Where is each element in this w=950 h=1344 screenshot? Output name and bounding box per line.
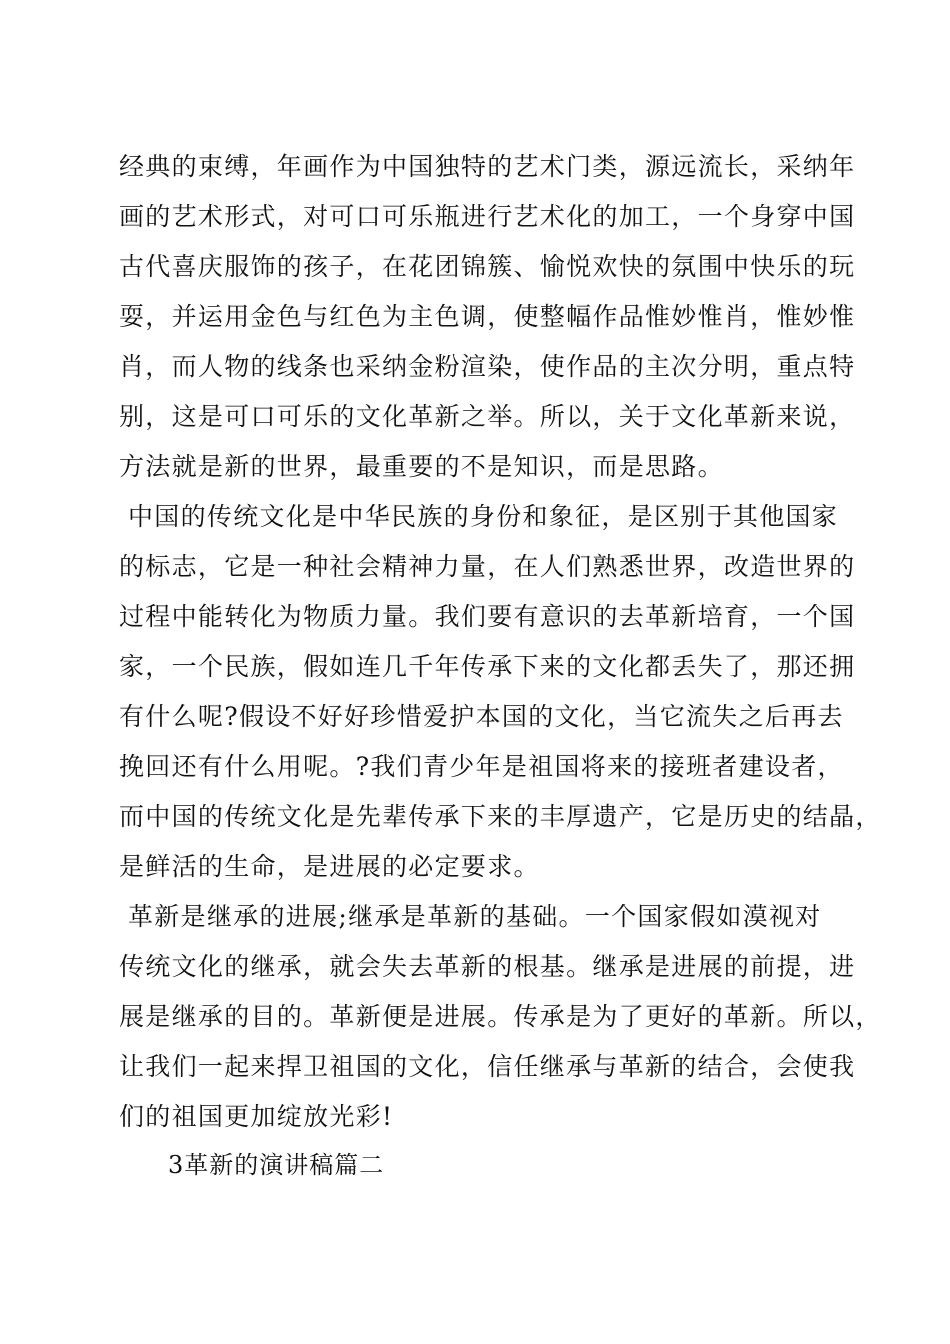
paragraph-line: 方法就是新的世界，最重要的不是知识，而是思路。 [119, 452, 724, 481]
paragraph-line: 中国的传统文化是中华民族的身份和象征，是区别于其他国家 [128, 502, 839, 531]
paragraph-line: 的标志，它是一种社会精神力量，在人们熟悉世界，改造世界的 [119, 552, 856, 581]
paragraph-line: 传统文化的继承，就会失去革新的根基。继承是进展的前提，进 [119, 952, 856, 981]
paragraph-line: 经典的束缚，年画作为中国独特的艺术门类，源远流长，采纳年 [119, 152, 856, 181]
paragraph-line: 过程中能转化为物质力量。我们要有意识的去革新培育，一个国 [119, 602, 856, 631]
paragraph-line: 耍，并运用金色与红色为主色调，使整幅作品惟妙惟肖，惟妙惟 [119, 302, 856, 331]
paragraph-line: 展是继承的目的。革新便是进展。传承是为了更好的革新。所以， [119, 1002, 882, 1031]
section-heading: 3革新的演讲稿篇二 [168, 1151, 385, 1179]
paragraph-line: 挽回还有什么用呢。?我们青少年是祖国将来的接班者建设者， [119, 752, 844, 781]
paragraph-line: 有什么呢?假设不好好珍惜爱护本国的文化，当它流失之后再去 [119, 702, 844, 731]
paragraph-line: 肖，而人物的线条也采纳金粉渲染，使作品的主次分明，重点特 [119, 352, 856, 381]
paragraph-line: 家，一个民族，假如连几千年传承下来的文化都丢失了，那还拥 [119, 652, 856, 681]
paragraph-line: 别，这是可口可乐的文化革新之举。所以，关于文化革新来说， [119, 402, 856, 431]
paragraph-line: 古代喜庆服饰的孩子，在花团锦簇、愉悦欢快的氛围中快乐的玩 [119, 252, 856, 281]
paragraph-line: 们的祖国更加绽放光彩! [119, 1102, 394, 1131]
paragraph-line: 画的艺术形式，对可口可乐瓶进行艺术化的加工，一个身穿中国 [119, 202, 856, 231]
paragraph-line: 是鲜活的生命，是进展的必定要求。 [119, 852, 540, 881]
paragraph-line: 让我们一起来捍卫祖国的文化，信任继承与革新的结合，会使我 [119, 1052, 856, 1081]
paragraph-line: 革新是继承的进展;继承是革新的基础。一个国家假如漠视对 [128, 902, 822, 931]
paragraph-line: 而中国的传统文化是先辈传承下来的丰厚遗产，它是历史的结晶， [119, 802, 882, 831]
